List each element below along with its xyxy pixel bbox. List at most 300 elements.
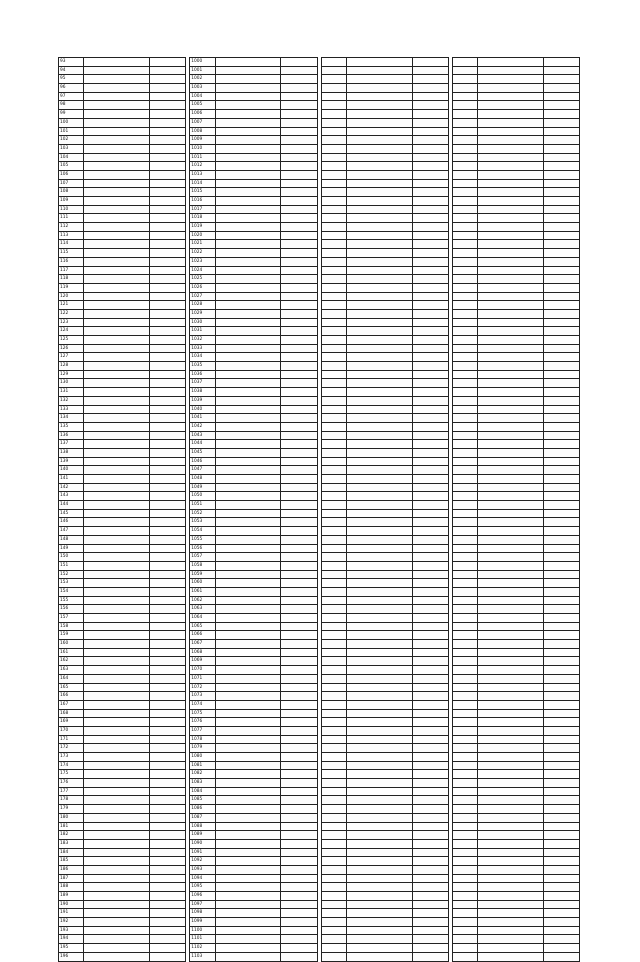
id-cell [321,535,346,544]
id-cell [452,935,477,944]
table-row [321,631,448,640]
timestamp-cell [346,292,412,301]
table-row [452,561,579,570]
amount-cell [543,58,579,67]
id-cell [452,657,477,666]
timestamp-cell [84,144,150,153]
table-row [452,527,579,536]
id-cell [452,66,477,75]
timestamp-cell [478,518,544,527]
timestamp-cell [478,744,544,753]
id-cell [321,92,346,101]
timestamp-cell [215,240,281,249]
amount-cell [543,509,579,518]
table-row [190,657,317,666]
table-row [452,336,579,345]
id-cell [452,883,477,892]
timestamp-cell [84,475,150,484]
id-cell: 170 [59,726,84,735]
timestamp-cell [84,692,150,701]
amount-cell [281,431,317,440]
timestamp-cell [215,874,281,883]
amount-cell [543,848,579,857]
timestamp-cell [84,857,150,866]
id-cell [321,926,346,935]
amount-cell [281,718,317,727]
table-row [321,136,448,145]
table-row [321,475,448,484]
amount-cell [150,666,186,675]
id-cell [452,266,477,275]
timestamp-cell [215,223,281,232]
id-cell: 159 [59,631,84,640]
timestamp-cell [215,692,281,701]
table-row [190,231,317,240]
table-row [321,865,448,874]
amount-cell [412,587,448,596]
id-cell [452,405,477,414]
table-row [452,353,579,362]
table-row [190,84,317,93]
id-cell [452,570,477,579]
table-row [321,770,448,779]
id-cell [321,205,346,214]
timestamp-cell [84,362,150,371]
amount-cell [412,257,448,266]
amount-cell [150,892,186,901]
amount-cell [281,692,317,701]
amount-cell [543,648,579,657]
amount-cell [543,205,579,214]
table-row [321,344,448,353]
timestamp-cell [478,839,544,848]
id-cell: 1039 [190,396,215,405]
data-table [189,57,317,962]
amount-cell [412,110,448,119]
id-cell: 107 [59,179,84,188]
id-cell: 147 [59,527,84,536]
id-cell [452,370,477,379]
timestamp-cell [478,509,544,518]
table-row [452,700,579,709]
amount-cell [150,509,186,518]
timestamp-cell [215,214,281,223]
id-cell [452,309,477,318]
table-row [452,327,579,336]
timestamp-cell [215,535,281,544]
amount-cell [412,761,448,770]
amount-cell [150,692,186,701]
amount-cell [543,388,579,397]
id-cell: 1068 [190,648,215,657]
id-cell: 1088 [190,822,215,831]
table-row [452,640,579,649]
timestamp-cell [478,162,544,171]
amount-cell [150,283,186,292]
amount-cell [412,162,448,171]
amount-cell [543,170,579,179]
amount-cell [412,952,448,961]
id-cell: 1040 [190,405,215,414]
amount-cell [543,640,579,649]
table-row [59,883,186,892]
timestamp-cell [346,231,412,240]
timestamp-cell [346,935,412,944]
table-row [452,127,579,136]
amount-cell [543,240,579,249]
id-cell [452,822,477,831]
table-row [190,509,317,518]
amount-cell [150,718,186,727]
table-row [321,622,448,631]
id-cell [452,553,477,562]
id-cell: 148 [59,535,84,544]
amount-cell [281,640,317,649]
table-row [59,813,186,822]
id-cell: 1090 [190,839,215,848]
timestamp-cell [84,466,150,475]
amount-cell [150,492,186,501]
table-row [452,396,579,405]
id-cell [321,309,346,318]
amount-cell [281,553,317,562]
table-row [452,614,579,623]
timestamp-cell [478,492,544,501]
id-cell: 101 [59,127,84,136]
amount-cell [412,813,448,822]
id-cell [321,579,346,588]
table-row [452,205,579,214]
table-row [59,309,186,318]
id-cell [452,544,477,553]
id-cell [321,787,346,796]
timestamp-cell [478,909,544,918]
id-cell: 1096 [190,892,215,901]
table-row [190,839,317,848]
id-cell [452,718,477,727]
id-cell [452,240,477,249]
id-cell: 143 [59,492,84,501]
amount-cell [150,162,186,171]
timestamp-cell [478,692,544,701]
timestamp-cell [346,518,412,527]
id-cell [452,492,477,501]
timestamp-cell [346,683,412,692]
id-cell [452,640,477,649]
table-row [190,935,317,944]
amount-cell [543,440,579,449]
amount-cell [150,909,186,918]
id-cell: 1052 [190,509,215,518]
id-cell: 1074 [190,700,215,709]
timestamp-cell [346,570,412,579]
table-row [190,544,317,553]
table-row [452,622,579,631]
id-cell [452,735,477,744]
table-row [59,596,186,605]
id-cell [452,214,477,223]
timestamp-cell [346,283,412,292]
timestamp-cell [84,153,150,162]
amount-cell [543,118,579,127]
amount-cell [543,700,579,709]
table-row [321,813,448,822]
table-row [321,553,448,562]
timestamp-cell [478,344,544,353]
amount-cell [543,952,579,961]
table-row [190,448,317,457]
id-cell [321,587,346,596]
table-row [59,831,186,840]
timestamp-cell [346,596,412,605]
amount-cell [543,614,579,623]
amount-cell [150,309,186,318]
table-row [59,405,186,414]
id-cell [452,744,477,753]
table-row [321,153,448,162]
table-row [59,197,186,206]
timestamp-cell [346,839,412,848]
amount-cell [150,379,186,388]
timestamp-cell [346,952,412,961]
id-cell [321,648,346,657]
id-cell: 1087 [190,813,215,822]
id-cell [321,918,346,927]
table-row [452,84,579,93]
timestamp-cell [346,666,412,675]
id-cell: 133 [59,405,84,414]
timestamp-cell [346,162,412,171]
table-row [321,249,448,258]
table-row [59,709,186,718]
timestamp-cell [478,501,544,510]
id-cell: 1041 [190,414,215,423]
id-cell: 131 [59,388,84,397]
table-row [190,822,317,831]
table-row [59,327,186,336]
table-row [452,753,579,762]
id-cell: 1059 [190,570,215,579]
timestamp-cell [478,561,544,570]
amount-cell [543,726,579,735]
table-row [190,535,317,544]
timestamp-cell [346,336,412,345]
amount-cell [281,362,317,371]
id-cell [452,127,477,136]
table-row [452,275,579,284]
id-cell [321,266,346,275]
amount-cell [150,440,186,449]
table-row [321,170,448,179]
amount-cell [543,874,579,883]
table-row [59,162,186,171]
amount-cell [543,275,579,284]
timestamp-cell [215,257,281,266]
timestamp-cell [478,848,544,857]
timestamp-cell [215,779,281,788]
amount-cell [543,422,579,431]
table-row [59,422,186,431]
table-row [321,110,448,119]
timestamp-cell [478,301,544,310]
amount-cell [281,309,317,318]
id-cell: 1100 [190,926,215,935]
amount-cell [412,692,448,701]
id-cell: 157 [59,614,84,623]
amount-cell [150,683,186,692]
timestamp-cell [346,422,412,431]
timestamp-cell [478,874,544,883]
id-cell: 141 [59,475,84,484]
table-row [190,761,317,770]
amount-cell [281,301,317,310]
timestamp-cell [84,527,150,536]
id-cell: 1082 [190,770,215,779]
table-row [190,66,317,75]
id-cell [321,952,346,961]
id-cell [452,75,477,84]
table-row [190,709,317,718]
table-row [59,857,186,866]
timestamp-cell [478,405,544,414]
timestamp-cell [346,214,412,223]
id-cell: 1046 [190,457,215,466]
amount-cell [281,657,317,666]
id-cell [452,197,477,206]
id-cell: 1067 [190,640,215,649]
timestamp-cell [478,414,544,423]
amount-cell [281,327,317,336]
table-row [190,605,317,614]
table-row [452,831,579,840]
amount-cell [412,431,448,440]
table-row [321,926,448,935]
amount-cell [543,926,579,935]
id-cell: 1047 [190,466,215,475]
id-cell [452,631,477,640]
id-cell [452,865,477,874]
id-cell: 126 [59,344,84,353]
timestamp-cell [478,66,544,75]
timestamp-cell [84,440,150,449]
table-row [452,214,579,223]
amount-cell [412,918,448,927]
table-row [59,839,186,848]
table-row [59,379,186,388]
timestamp-cell [478,761,544,770]
table-row [190,587,317,596]
table-row [321,431,448,440]
amount-cell [543,466,579,475]
table-row [59,301,186,310]
table-row [321,700,448,709]
amount-cell [281,197,317,206]
timestamp-cell [84,396,150,405]
id-cell [321,66,346,75]
id-cell: 182 [59,831,84,840]
amount-cell [281,179,317,188]
table-row [59,622,186,631]
table-row [190,770,317,779]
table-row [452,744,579,753]
table-row [321,892,448,901]
amount-cell [281,388,317,397]
amount-cell [412,370,448,379]
timestamp-cell [346,753,412,762]
amount-cell [281,857,317,866]
amount-cell [281,170,317,179]
table-row [452,344,579,353]
table-row [59,336,186,345]
amount-cell [543,501,579,510]
table-row [190,75,317,84]
table-row [190,197,317,206]
amount-cell [150,761,186,770]
timestamp-cell [346,396,412,405]
id-cell: 136 [59,431,84,440]
id-cell: 1081 [190,761,215,770]
table-row [321,58,448,67]
timestamp-cell [346,579,412,588]
table-row [190,283,317,292]
amount-cell [150,622,186,631]
amount-cell [543,718,579,727]
timestamp-cell [84,805,150,814]
timestamp-cell [346,414,412,423]
amount-cell [281,448,317,457]
amount-cell [412,309,448,318]
id-cell [452,84,477,93]
timestamp-cell [215,657,281,666]
amount-cell [281,865,317,874]
table-row [321,683,448,692]
id-cell: 1026 [190,283,215,292]
id-cell: 155 [59,596,84,605]
table-row [321,275,448,284]
timestamp-cell [346,544,412,553]
amount-cell [150,944,186,953]
amount-cell [150,84,186,93]
timestamp-cell [478,631,544,640]
amount-cell [150,457,186,466]
amount-cell [543,127,579,136]
id-cell [452,909,477,918]
id-cell: 1063 [190,605,215,614]
table-row [321,918,448,927]
table-row [59,796,186,805]
id-cell [321,857,346,866]
amount-cell [412,648,448,657]
timestamp-cell [84,379,150,388]
id-cell [452,857,477,866]
table-row [452,457,579,466]
id-cell [452,709,477,718]
table-row [190,336,317,345]
table-row [59,75,186,84]
timestamp-cell [478,952,544,961]
amount-cell [543,813,579,822]
amount-cell [543,622,579,631]
id-cell [452,92,477,101]
timestamp-cell [478,266,544,275]
id-cell: 134 [59,414,84,423]
timestamp-cell [84,492,150,501]
amount-cell [412,475,448,484]
table-row [59,770,186,779]
id-cell: 102 [59,136,84,145]
timestamp-cell [215,58,281,67]
timestamp-cell [215,509,281,518]
